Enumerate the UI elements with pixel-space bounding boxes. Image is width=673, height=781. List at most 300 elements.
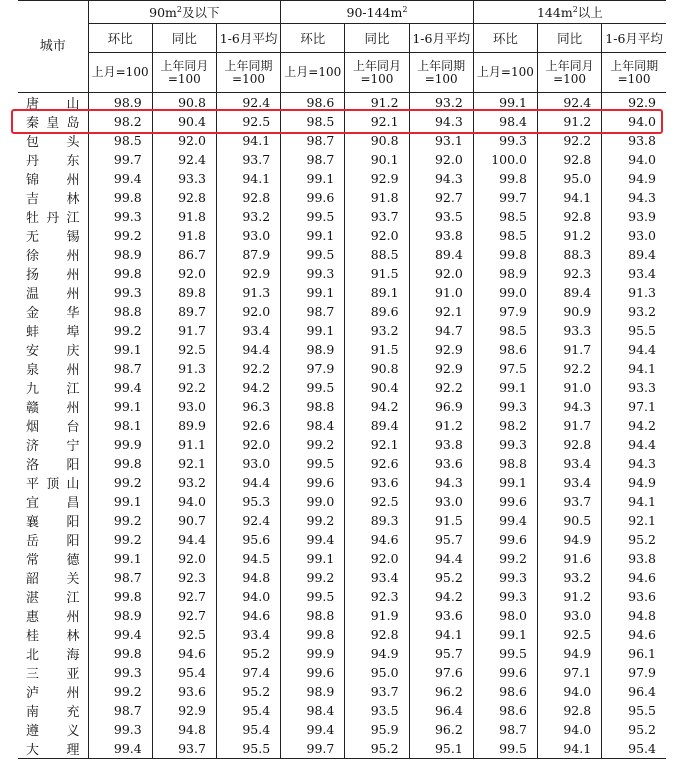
value-cell: 92.1 xyxy=(345,435,409,454)
city-name: 泉 州 xyxy=(26,363,80,378)
table-row xyxy=(18,302,666,321)
city-cell xyxy=(18,188,88,207)
value-cell: 99.1 xyxy=(281,321,345,340)
table-row xyxy=(18,131,666,150)
value-cell: 99.1 xyxy=(473,625,537,644)
value-cell: 94.1 xyxy=(628,494,656,509)
group-header-medium: $90-144m^2$ xyxy=(281,1,474,24)
value-cell: 90.1 xyxy=(345,150,409,169)
city-name: 泸 州 xyxy=(26,686,80,701)
city-name: 赣 州 xyxy=(26,401,80,416)
value-cell: 99.1 xyxy=(88,549,152,568)
city-name: 金 华 xyxy=(26,306,80,321)
value-cell: 99.1 xyxy=(88,340,152,359)
value-cell: 99.8 xyxy=(88,264,152,283)
base-header-row xyxy=(18,53,666,93)
table-row xyxy=(18,359,666,378)
base-header-cell: 上月=100 xyxy=(88,53,152,93)
value-cell: 93.4 xyxy=(216,625,280,644)
value-cell: 99.4 xyxy=(281,530,345,549)
sub-header-cell: 同比 xyxy=(345,24,409,53)
city-cell xyxy=(18,169,88,188)
value-cell: 98.8 xyxy=(281,397,345,416)
value-cell: 93.0 xyxy=(216,454,280,473)
value-cell: 99.3 xyxy=(473,131,537,150)
value-cell: 99.7 xyxy=(473,188,537,207)
city-cell xyxy=(18,93,88,113)
city-cell xyxy=(18,283,88,302)
value-cell: 89.4 xyxy=(345,416,409,435)
value-cell: 97.1 xyxy=(628,399,656,414)
value-cell: 92.0 xyxy=(409,150,473,169)
value-cell: 99.0 xyxy=(473,283,537,302)
value-cell: 99.1 xyxy=(473,473,537,492)
value-cell: 94.1 xyxy=(216,169,280,188)
value-cell: 92.2 xyxy=(152,378,216,397)
value-cell: 99.6 xyxy=(281,188,345,207)
value-cell: 99.3 xyxy=(88,283,152,302)
table-row xyxy=(18,378,666,397)
value-cell: 94.0 xyxy=(628,114,656,129)
value-cell: 99.3 xyxy=(88,207,152,226)
table-header xyxy=(18,1,666,93)
value-cell: 98.8 xyxy=(281,606,345,625)
city-name: 惠 州 xyxy=(26,610,80,625)
value-cell: 92.5 xyxy=(537,625,601,644)
value-cell: 89.4 xyxy=(409,245,473,264)
value-cell: 95.9 xyxy=(345,720,409,739)
value-cell: 94.8 xyxy=(152,720,216,739)
value-cell: 99.2 xyxy=(281,511,345,530)
base-header-cell: 上年同期=100 xyxy=(409,53,473,93)
value-cell: 99.8 xyxy=(473,245,537,264)
value-cell: 93.6 xyxy=(409,606,473,625)
value-cell: 96.1 xyxy=(628,646,656,661)
value-cell: 94.9 xyxy=(345,644,409,663)
table-row xyxy=(18,283,666,302)
value-cell: 98.7 xyxy=(281,302,345,321)
value-cell: 92.9 xyxy=(216,264,280,283)
value-cell: 98.4 xyxy=(473,112,537,131)
city-name: 平 顶 山 xyxy=(26,477,80,492)
value-cell: 92.5 xyxy=(152,340,216,359)
sub-header-cell: 环比 xyxy=(88,24,152,53)
value-cell: 92.6 xyxy=(216,416,280,435)
value-cell: 90.7 xyxy=(152,511,216,530)
sub-header-cell: 同比 xyxy=(152,24,216,53)
table-row xyxy=(18,93,666,113)
value-cell: 89.4 xyxy=(628,247,656,262)
value-cell: 95.4 xyxy=(216,701,280,720)
value-cell: 98.6 xyxy=(473,701,537,720)
city-name: 桂 林 xyxy=(26,629,80,644)
city-name: 蚌 埠 xyxy=(26,325,80,340)
city-cell xyxy=(18,150,88,169)
value-cell: 86.7 xyxy=(152,245,216,264)
city-name: 牡 丹 江 xyxy=(26,211,80,226)
city-cell xyxy=(18,587,88,606)
value-cell: 99.8 xyxy=(88,188,152,207)
city-cell xyxy=(18,625,88,644)
value-cell: 91.2 xyxy=(409,416,473,435)
value-cell: 92.2 xyxy=(537,359,601,378)
value-cell: 93.2 xyxy=(537,568,601,587)
value-cell: 93.8 xyxy=(628,133,656,148)
value-cell: 99.5 xyxy=(473,644,537,663)
value-cell: 95.2 xyxy=(345,739,409,759)
value-cell: 99.3 xyxy=(473,568,537,587)
table-row xyxy=(18,625,666,644)
value-cell: 93.2 xyxy=(345,321,409,340)
value-cell: 91.2 xyxy=(537,587,601,606)
value-cell: 99.3 xyxy=(88,663,152,682)
value-cell: 96.3 xyxy=(216,397,280,416)
city-cell xyxy=(18,739,88,759)
value-cell: 94.3 xyxy=(409,473,473,492)
value-cell: 94.0 xyxy=(537,682,601,701)
city-cell xyxy=(18,511,88,530)
value-cell: 93.2 xyxy=(216,207,280,226)
city-cell xyxy=(18,321,88,340)
value-cell: 100.0 xyxy=(473,150,537,169)
value-cell: 98.7 xyxy=(88,701,152,720)
value-cell: 94.4 xyxy=(628,342,656,357)
value-cell: 94.1 xyxy=(537,739,601,759)
value-cell: 98.0 xyxy=(473,606,537,625)
value-cell: 94.6 xyxy=(152,644,216,663)
value-cell: 98.6 xyxy=(473,682,537,701)
value-cell: 96.4 xyxy=(628,684,656,699)
table-row xyxy=(18,340,666,359)
city-name: 锦 州 xyxy=(26,173,80,188)
value-cell: 98.7 xyxy=(281,131,345,150)
city-name: 包 头 xyxy=(26,135,80,150)
value-cell: 93.0 xyxy=(152,397,216,416)
city-name: 北 海 xyxy=(26,648,80,663)
value-cell: 93.5 xyxy=(345,701,409,720)
value-cell: 95.1 xyxy=(409,739,473,759)
price-index-table-container xyxy=(18,0,666,759)
value-cell: 92.0 xyxy=(152,264,216,283)
value-cell: 94.3 xyxy=(628,456,656,471)
value-cell: 93.6 xyxy=(345,473,409,492)
value-cell: 92.0 xyxy=(152,549,216,568)
table-row xyxy=(18,568,666,587)
value-cell: 94.1 xyxy=(216,131,280,150)
table-row xyxy=(18,511,666,530)
city-name: 徐 州 xyxy=(26,249,80,264)
value-cell: 94.9 xyxy=(628,171,656,186)
value-cell: 91.9 xyxy=(345,606,409,625)
value-cell: 99.7 xyxy=(281,739,345,759)
value-cell: 89.3 xyxy=(345,511,409,530)
value-cell: 98.7 xyxy=(473,720,537,739)
value-cell: 99.4 xyxy=(88,169,152,188)
value-cell: 92.5 xyxy=(345,492,409,511)
value-cell: 90.4 xyxy=(152,112,216,131)
value-cell: 92.3 xyxy=(537,264,601,283)
base-header-cell: 上年同期=100 xyxy=(216,53,280,93)
value-cell: 95.2 xyxy=(216,644,280,663)
table-row xyxy=(18,321,666,340)
city-cell xyxy=(18,245,88,264)
table-row xyxy=(18,473,666,492)
value-cell: 92.0 xyxy=(409,264,473,283)
value-cell: 99.5 xyxy=(473,739,537,759)
value-cell: 92.8 xyxy=(152,188,216,207)
sub-header-cell: 环比 xyxy=(281,24,345,53)
value-cell: 99.2 xyxy=(281,435,345,454)
value-cell: 97.5 xyxy=(473,359,537,378)
value-cell: 93.4 xyxy=(537,473,601,492)
value-cell: 93.2 xyxy=(409,93,473,113)
table-row xyxy=(18,416,666,435)
value-cell: 95.2 xyxy=(216,682,280,701)
value-cell: 92.0 xyxy=(345,549,409,568)
city-cell xyxy=(18,549,88,568)
value-cell: 97.1 xyxy=(537,663,601,682)
value-cell: 91.2 xyxy=(345,93,409,113)
value-cell: 99.4 xyxy=(88,625,152,644)
value-cell: 99.5 xyxy=(281,454,345,473)
value-cell: 99.5 xyxy=(281,207,345,226)
value-cell: 99.9 xyxy=(88,435,152,454)
value-cell: 95.6 xyxy=(216,530,280,549)
value-cell: 98.9 xyxy=(473,264,537,283)
value-cell: 99.2 xyxy=(88,321,152,340)
city-name: 岳 阳 xyxy=(26,534,80,549)
value-cell: 94.4 xyxy=(216,473,280,492)
value-cell: 94.1 xyxy=(628,361,656,376)
value-cell: 94.6 xyxy=(628,570,656,585)
value-cell: 99.6 xyxy=(473,663,537,682)
value-cell: 89.8 xyxy=(152,283,216,302)
value-cell: 98.9 xyxy=(281,682,345,701)
value-cell: 92.3 xyxy=(345,587,409,606)
value-cell: 95.4 xyxy=(602,739,666,759)
value-cell: 94.8 xyxy=(628,608,656,623)
value-cell: 95.2 xyxy=(409,568,473,587)
value-cell: 99.2 xyxy=(88,226,152,245)
value-cell: 92.8 xyxy=(537,435,601,454)
value-cell: 99.5 xyxy=(281,245,345,264)
value-cell: 93.0 xyxy=(537,606,601,625)
value-cell: 91.8 xyxy=(152,226,216,245)
table-row xyxy=(18,454,666,473)
value-cell: 99.8 xyxy=(88,454,152,473)
value-cell: 90.9 xyxy=(537,302,601,321)
price-index-table xyxy=(18,0,666,759)
group-header-small: $90m^2$及以下 xyxy=(88,1,281,24)
value-cell: 89.1 xyxy=(345,283,409,302)
sub-header-cell: 1-6月平均 xyxy=(216,24,280,53)
value-cell: 99.1 xyxy=(281,169,345,188)
value-cell: 92.2 xyxy=(537,131,601,150)
value-cell: 93.4 xyxy=(628,266,656,281)
city-name: 韶 关 xyxy=(26,572,80,587)
value-cell: 93.7 xyxy=(537,492,601,511)
table-row xyxy=(18,169,666,188)
city-cell xyxy=(18,454,88,473)
value-cell: 94.4 xyxy=(152,530,216,549)
value-cell: 94.9 xyxy=(537,644,601,663)
value-cell: 99.8 xyxy=(88,644,152,663)
value-cell: 99.6 xyxy=(473,492,537,511)
value-cell: 93.2 xyxy=(152,473,216,492)
value-cell: 92.4 xyxy=(537,93,601,113)
value-cell: 90.5 xyxy=(537,511,601,530)
city-name: 大 理 xyxy=(26,743,80,758)
table-row xyxy=(18,587,666,606)
table-row xyxy=(18,264,666,283)
value-cell: 99.1 xyxy=(281,226,345,245)
city-cell xyxy=(18,131,88,150)
value-cell: 93.7 xyxy=(152,739,216,759)
value-cell: 92.7 xyxy=(409,188,473,207)
value-cell: 92.9 xyxy=(152,701,216,720)
value-cell: 98.5 xyxy=(473,321,537,340)
value-cell: 94.2 xyxy=(628,418,656,433)
value-cell: 98.7 xyxy=(88,568,152,587)
value-cell: 89.4 xyxy=(537,283,601,302)
value-cell: 94.4 xyxy=(628,437,656,452)
value-cell: 99.7 xyxy=(88,150,152,169)
value-cell: 93.2 xyxy=(628,304,656,319)
value-cell: 99.4 xyxy=(88,378,152,397)
base-header-cell: 上年同月=100 xyxy=(152,53,216,93)
city-cell xyxy=(18,606,88,625)
value-cell: 99.5 xyxy=(281,587,345,606)
value-cell: 99.4 xyxy=(473,511,537,530)
city-name: 唐 山 xyxy=(26,97,80,112)
value-cell: 99.6 xyxy=(473,530,537,549)
table-row xyxy=(18,682,666,701)
city-name: 烟 台 xyxy=(26,420,80,435)
value-cell: 98.9 xyxy=(88,93,152,113)
table-row xyxy=(18,397,666,416)
table-row xyxy=(18,530,666,549)
base-header-cell: 上年同月=100 xyxy=(345,53,409,93)
value-cell: 94.3 xyxy=(537,397,601,416)
sub-header-cell: 环比 xyxy=(473,24,537,53)
value-cell: 94.3 xyxy=(628,190,656,205)
value-cell: 93.0 xyxy=(628,228,656,243)
city-name: 吉 林 xyxy=(26,192,80,207)
city-cell xyxy=(18,530,88,549)
value-cell: 94.6 xyxy=(628,627,656,642)
value-cell: 93.6 xyxy=(152,682,216,701)
value-cell: 94.4 xyxy=(409,549,473,568)
value-cell: 92.0 xyxy=(216,302,280,321)
value-cell: 99.6 xyxy=(281,473,345,492)
value-cell: 92.6 xyxy=(345,454,409,473)
table-body xyxy=(18,93,666,759)
value-cell: 98.7 xyxy=(281,150,345,169)
value-cell: 97.9 xyxy=(473,302,537,321)
value-cell: 95.5 xyxy=(216,739,280,759)
value-cell: 93.6 xyxy=(628,589,656,604)
city-cell xyxy=(18,264,88,283)
value-cell: 95.4 xyxy=(152,663,216,682)
value-cell: 92.8 xyxy=(537,150,601,169)
value-cell: 93.6 xyxy=(409,454,473,473)
value-cell: 93.8 xyxy=(628,551,656,566)
city-name: 宜 昌 xyxy=(26,496,80,511)
value-cell: 95.5 xyxy=(628,703,656,718)
value-cell: 93.3 xyxy=(628,380,656,395)
value-cell: 96.9 xyxy=(409,397,473,416)
value-cell: 92.5 xyxy=(152,625,216,644)
city-cell xyxy=(18,663,88,682)
base-header-cell: 上年同月=100 xyxy=(537,53,601,93)
table-row xyxy=(18,549,666,568)
value-cell: 96.2 xyxy=(409,682,473,701)
value-cell: 99.8 xyxy=(281,625,345,644)
city-cell xyxy=(18,378,88,397)
value-cell: 95.2 xyxy=(628,722,656,737)
value-cell: 93.8 xyxy=(409,226,473,245)
value-cell: 93.4 xyxy=(216,321,280,340)
value-cell: 99.6 xyxy=(281,663,345,682)
value-cell: 98.1 xyxy=(88,416,152,435)
value-cell: 94.0 xyxy=(216,587,280,606)
value-cell: 96.4 xyxy=(409,701,473,720)
value-cell: 98.6 xyxy=(281,93,345,113)
city-cell xyxy=(18,226,88,245)
value-cell: 94.2 xyxy=(216,378,280,397)
value-cell: 89.9 xyxy=(152,416,216,435)
value-cell: 97.9 xyxy=(281,359,345,378)
value-cell: 90.8 xyxy=(345,359,409,378)
value-cell: 88.5 xyxy=(345,245,409,264)
value-cell: 92.7 xyxy=(152,587,216,606)
city-name: 常 德 xyxy=(26,553,80,568)
value-cell: 94.6 xyxy=(345,530,409,549)
value-cell: 99.2 xyxy=(88,682,152,701)
value-cell: 98.8 xyxy=(88,302,152,321)
value-cell: 98.9 xyxy=(281,340,345,359)
value-cell: 94.9 xyxy=(537,530,601,549)
value-cell: 88.3 xyxy=(537,245,601,264)
value-cell: 99.0 xyxy=(281,492,345,511)
value-cell: 93.4 xyxy=(345,568,409,587)
table-row xyxy=(18,663,666,682)
table-row xyxy=(18,245,666,264)
value-cell: 95.3 xyxy=(216,492,280,511)
value-cell: 90.8 xyxy=(345,131,409,150)
value-cell: 91.5 xyxy=(409,511,473,530)
city-cell xyxy=(18,435,88,454)
value-cell: 92.2 xyxy=(216,359,280,378)
city-cell xyxy=(18,416,88,435)
table-row xyxy=(18,644,666,663)
value-cell: 91.7 xyxy=(537,416,601,435)
value-cell: 98.5 xyxy=(473,226,537,245)
value-cell: 96.2 xyxy=(409,720,473,739)
value-cell: 99.4 xyxy=(88,739,152,759)
city-cell xyxy=(18,492,88,511)
value-cell: 99.1 xyxy=(88,492,152,511)
city-name: 南 充 xyxy=(26,705,80,720)
value-cell: 99.8 xyxy=(473,169,537,188)
value-cell: 99.3 xyxy=(473,587,537,606)
value-cell: 92.2 xyxy=(409,378,473,397)
city-name: 湛 江 xyxy=(26,591,80,606)
value-cell: 91.5 xyxy=(345,264,409,283)
value-cell: 93.0 xyxy=(216,226,280,245)
value-cell: 92.8 xyxy=(345,625,409,644)
value-cell: 98.6 xyxy=(473,340,537,359)
